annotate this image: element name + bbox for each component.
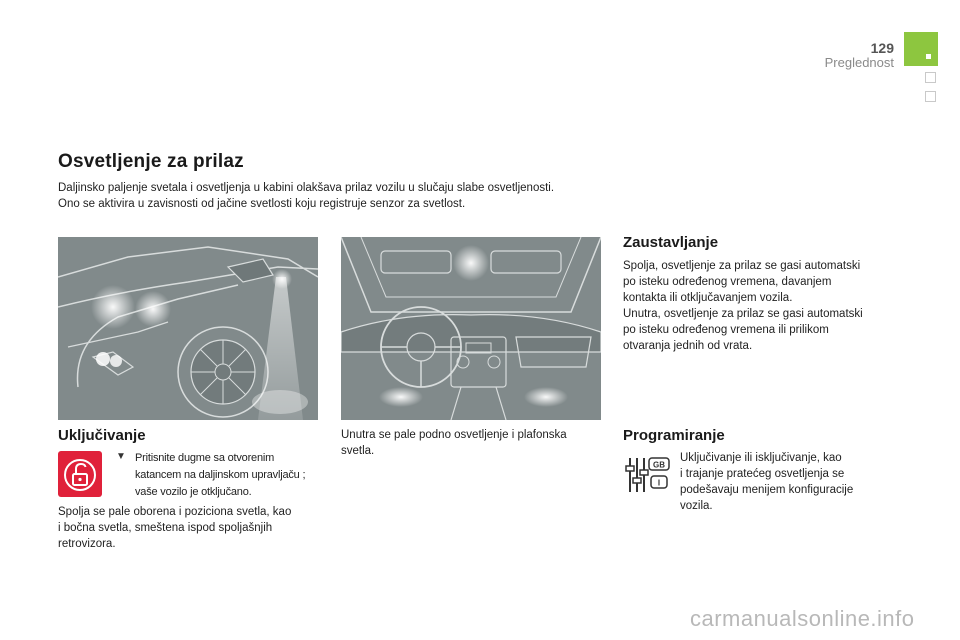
page-title: Osvetljenje za prilaz <box>58 151 244 172</box>
outer-lights-text: Spolja se pale oborena i poziciona svetla, kao i bočna svetla, smeštena ispod spoljašnjih retrovizora. <box>58 506 292 550</box>
chapter-tab[interactable] <box>925 91 936 102</box>
unlock-instruction: Pritisnite dugme sa otvorenim katancem na daljinskom upravljaču ; vaše vozilo je otključano. <box>135 452 306 498</box>
unlock-button-icon <box>58 451 102 497</box>
info-label: I <box>657 478 661 488</box>
stop-text: Spolja, osvetljenje za prilaz se gasi automatski po isteku određenog vremena, davanjem kontakta ili otključavanjem vozila. Unutra, osvetljenje za prilaz se gasi automatski po isteku određenog vremena ili prilikom otvaranja jednih od vrata. <box>623 260 863 352</box>
car-interior-illustration <box>341 237 601 420</box>
car-exterior-illustration <box>58 237 318 420</box>
intro-text: Daljinsko paljenje svetala i osvetljenja u kabini olakšava prilaz vozilu u slučaju slabe osvetljenosti. Ono se aktivira u zavisnosti od jačine svetlosti koju registruje senzor za svetlost. <box>58 182 555 210</box>
chapter-tab-active[interactable] <box>904 32 938 66</box>
watermark: carmanualsonline.info <box>690 606 915 631</box>
bullet-arrow-icon: ▼ <box>116 451 126 462</box>
heading-zaustavljanje: Zaustavljanje <box>623 234 719 251</box>
settings-sliders-icon <box>624 454 672 496</box>
chapter-tab[interactable] <box>925 72 936 83</box>
heading-ukljucivanje: Uključivanje <box>58 427 146 444</box>
page-number: 129 <box>870 40 894 56</box>
section-name: Preglednost <box>824 55 894 70</box>
heading-programiranje: Programiranje <box>623 427 725 444</box>
gb-label: GB <box>653 460 665 470</box>
inner-lights-text: Unutra se pale podno osvetljenje i plafonska svetla. <box>341 429 567 457</box>
programming-text: Uključivanje ili isključivanje, kao i trajanje pratećeg osvetljenja se podešavaju menijem konfiguracije vozila. <box>680 452 854 512</box>
